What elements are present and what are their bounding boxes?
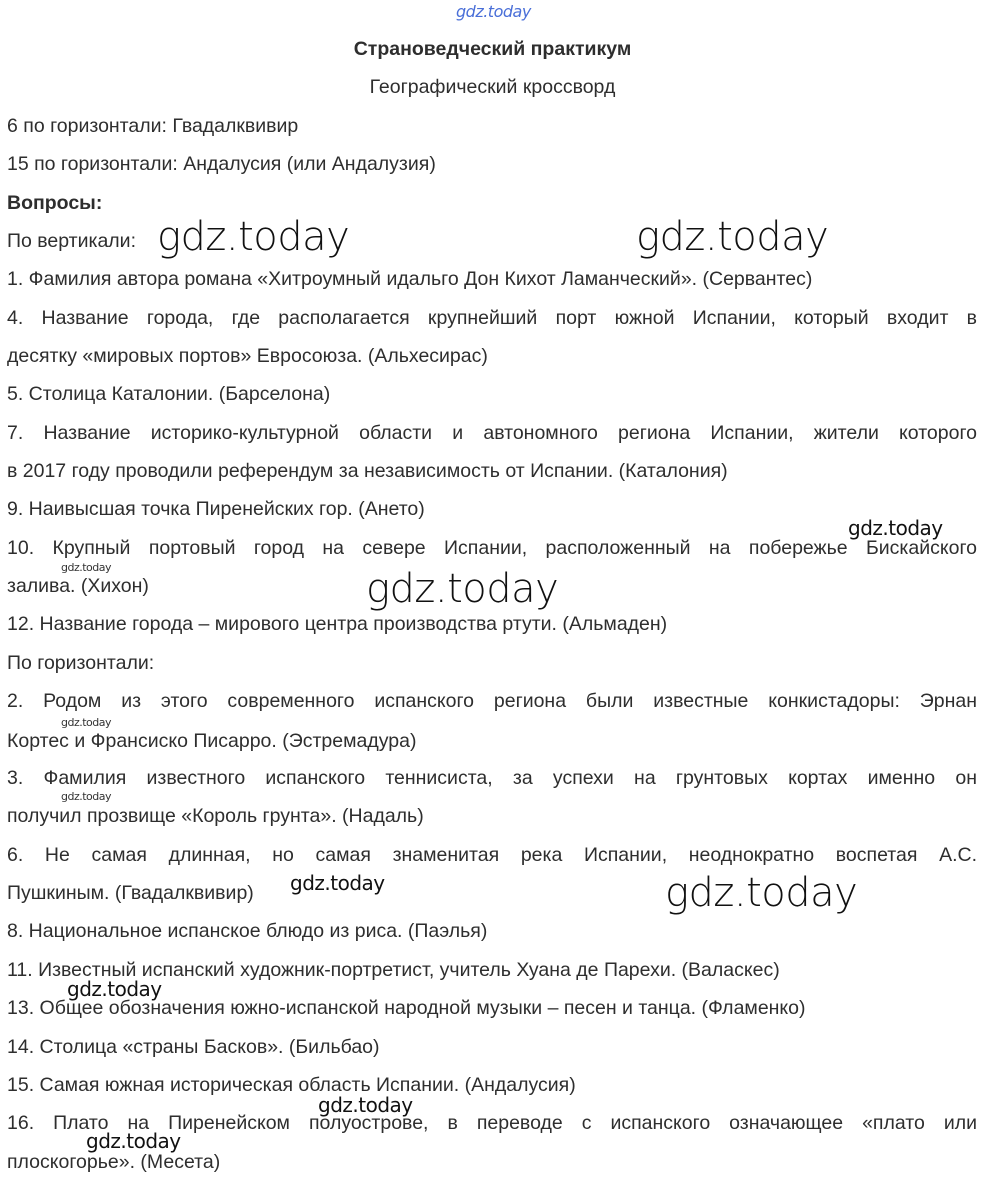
document-title: Страноведческий практикум bbox=[353, 38, 632, 60]
question-line: десятку «мировых портов» Евросоюза. (Альхесирас) bbox=[7, 345, 488, 367]
watermark: gdz.today bbox=[61, 716, 112, 729]
question-line: 1. Фамилия автора романа «Хитроумный идальго Дон Кихот Ламанческий». (Сервантес) bbox=[7, 268, 813, 290]
answer-line: 15 по горизонтали: Андалусия (или Андалузия) bbox=[7, 153, 436, 175]
watermark: gdz.today bbox=[636, 214, 829, 260]
question-line: 16. Плато на Пиренейском полуострове, в переводе с испанского означающее «плато или bbox=[7, 1112, 977, 1134]
answer-line: 6 по горизонтали: Гвадалквивир bbox=[7, 115, 299, 137]
watermark-top: gdz.today bbox=[456, 2, 531, 21]
watermark: gdz.today bbox=[67, 977, 162, 1001]
watermark: gdz.today bbox=[61, 561, 112, 574]
question-line: в 2017 году проводили референдум за независимость от Испании. (Каталония) bbox=[7, 460, 728, 482]
question-line: 11. Известный испанский художник-портретист, учитель Хуана де Парехи. (Валаскес) bbox=[7, 959, 780, 981]
question-line: 12. Название города – мирового центра производства ртути. (Альмаден) bbox=[7, 613, 668, 635]
watermark: gdz.today bbox=[366, 566, 559, 612]
question-line: Кортес и Франсиско Писарро. (Эстремадура) bbox=[7, 730, 417, 752]
watermark: gdz.today bbox=[848, 516, 943, 540]
watermark: gdz.today bbox=[290, 871, 385, 895]
section-heading-questions: Вопросы: bbox=[7, 192, 103, 214]
question-line: 15. Самая южная историческая область Испании. (Андалусия) bbox=[7, 1074, 576, 1096]
question-line: 4. Название города, где располагается крупнейший порт южной Испании, который входит в bbox=[7, 307, 977, 329]
question-line: 14. Столица «страны Басков». (Бильбао) bbox=[7, 1036, 380, 1058]
watermark: gdz.today bbox=[318, 1093, 413, 1117]
document-subtitle: Географический кроссворд bbox=[369, 76, 616, 98]
question-line: залива. (Хихон) bbox=[7, 575, 149, 597]
watermark: gdz.today bbox=[86, 1129, 181, 1153]
question-line: 13. Общее обозначения южно-испанской народной музыки – песен и танца. (Фламенко) bbox=[7, 997, 806, 1019]
section-heading-horizontal: По горизонтали: bbox=[7, 652, 155, 674]
watermark: gdz.today bbox=[157, 214, 350, 260]
question-line: 8. Национальное испанское блюдо из риса. (Паэлья) bbox=[7, 920, 488, 942]
watermark: gdz.today bbox=[61, 790, 112, 803]
question-line: получил прозвище «Король грунта». (Надаль) bbox=[7, 805, 424, 827]
question-line: плоскогорье». (Месета) bbox=[7, 1151, 221, 1173]
question-line: 10. Крупный портовый город на севере Испании, расположенный на побережье Бискайского bbox=[7, 537, 977, 559]
question-line: 9. Наивысшая точка Пиренейских гор. (Ането) bbox=[7, 498, 425, 520]
question-line: 6. Не самая длинная, но самая знаменитая река Испании, неоднократно воспетая А.С. bbox=[7, 844, 977, 866]
question-line: 7. Название историко-культурной области и автономного региона Испании, жители которого bbox=[7, 422, 977, 444]
watermark: gdz.today bbox=[665, 870, 858, 916]
question-line: 2. Родом из этого современного испанского региона были известные конкистадоры: Эрнан bbox=[7, 690, 977, 712]
section-heading-vertical: По вертикали: bbox=[7, 230, 136, 252]
question-line: 3. Фамилия известного испанского теннисиста, за успехи на грунтовых кортах именно он bbox=[7, 767, 977, 789]
question-line: Пушкиным. (Гвадалквивир) bbox=[7, 882, 254, 904]
question-line: 5. Столица Каталонии. (Барселона) bbox=[7, 383, 331, 405]
